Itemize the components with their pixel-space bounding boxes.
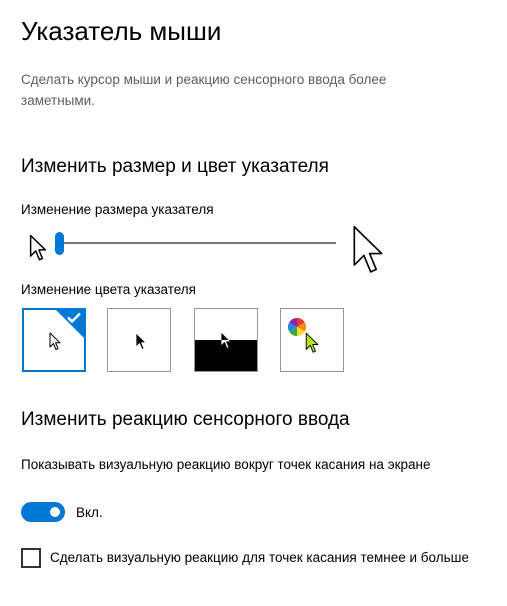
pointer-size-color-heading: Изменить размер и цвет указателя — [21, 156, 329, 177]
toggle-knob — [50, 507, 60, 517]
pointer-large-icon — [350, 224, 386, 276]
pointer-color-white-option[interactable] — [22, 308, 86, 372]
touch-feedback-label: Показывать визуальную реакцию вокруг точек касания на экране — [21, 457, 431, 472]
pointer-size-slider-track[interactable] — [58, 242, 336, 244]
darker-feedback-checkbox[interactable] — [21, 548, 41, 568]
pointer-color-label: Изменение цвета указателя — [21, 282, 196, 297]
pointer-color-inverted-option[interactable] — [194, 308, 258, 372]
pointer-white-icon — [49, 332, 61, 351]
page-title: Указатель мыши — [21, 16, 222, 46]
color-wheel-icon — [287, 317, 307, 337]
page-description: Сделать курсор мыши и реакцию сенсорного ввода более заметными. — [21, 72, 387, 108]
pointer-size-slider-thumb[interactable] — [55, 232, 64, 255]
pointer-custom-color-icon — [305, 332, 319, 354]
darker-feedback-checkbox-label[interactable]: Сделать визуальную реакцию для точек касания темнее и больше — [50, 550, 469, 565]
pointer-size-label: Изменение размера указателя — [21, 202, 214, 217]
touch-feedback-toggle[interactable] — [21, 502, 65, 522]
pointer-color-black-option[interactable] — [107, 308, 171, 372]
pointer-color-custom-option[interactable] — [280, 308, 344, 372]
touch-feedback-toggle-state: Вкл. — [76, 505, 103, 520]
pointer-black-icon — [135, 332, 147, 351]
pointer-small-icon — [29, 234, 47, 262]
touch-feedback-heading: Изменить реакцию сенсорного ввода — [21, 409, 350, 430]
pointer-inverted-icon — [220, 331, 232, 350]
